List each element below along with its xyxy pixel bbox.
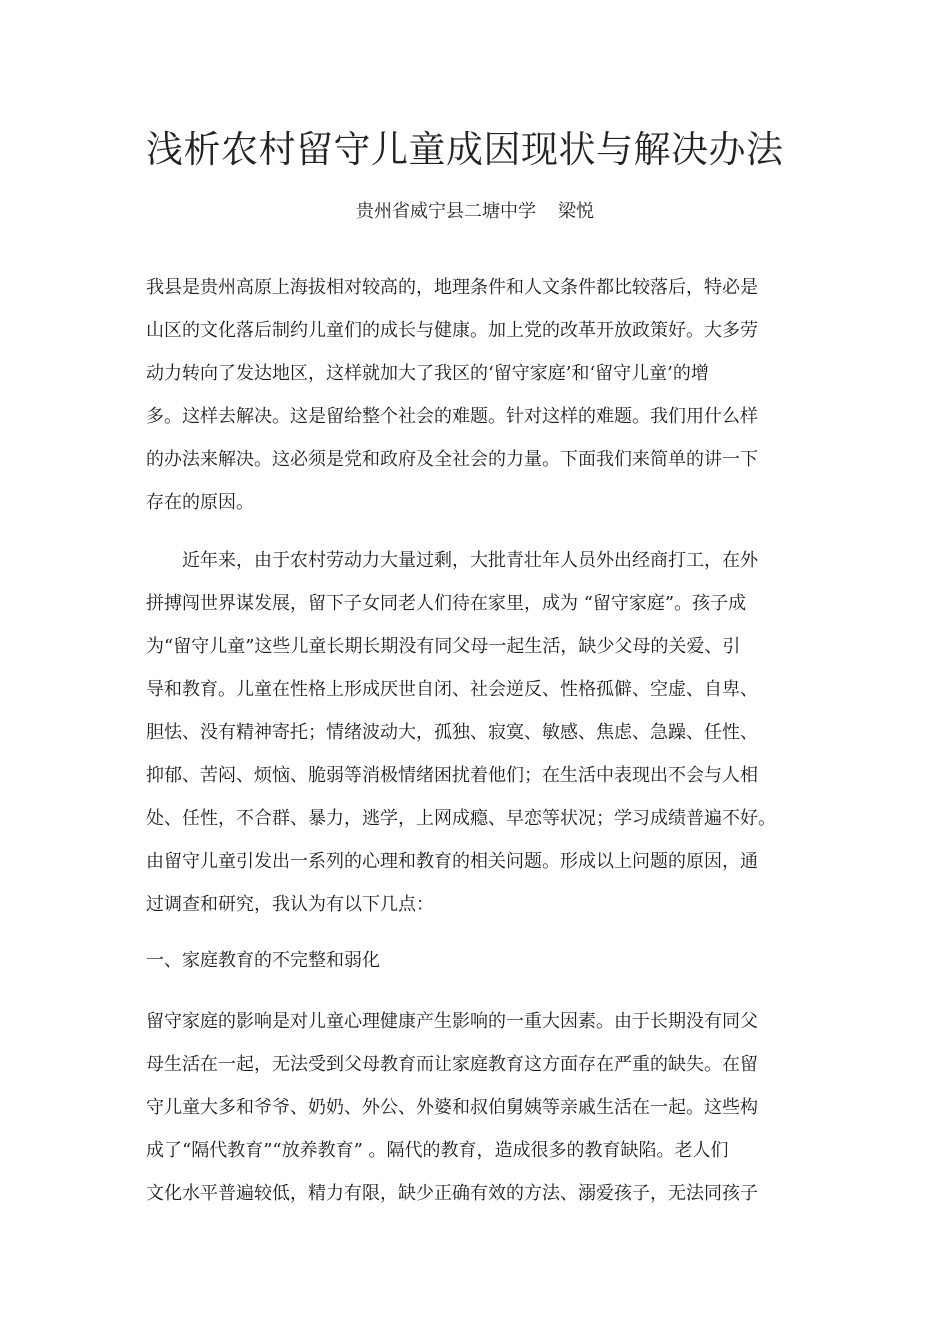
paragraph-line: 存在的原因。 (146, 492, 254, 513)
author-name: 梁悦 (558, 201, 594, 222)
paragraph-line: 动力转向了发达地区，这样就加大了我区的‘留守家庭’和‘留守儿童’的增 (146, 363, 709, 384)
paragraph-3 (146, 1000, 806, 1215)
paragraph-line: 文化水平普遍较低，精力有限，缺少正确有效的方法、溺爱孩子，无法同孩子 (146, 1183, 758, 1204)
paragraph-line: 导和教育。儿童在性格上形成厌世自闭、社会逆反、性格孤僻、空虚、自卑、 (146, 679, 758, 700)
paragraph-line: 成了“隔代教育”“放养教育” 。隔代的教育，造成很多的教育缺陷。老人们 (146, 1140, 729, 1161)
paragraph-line: 胆怯、没有精神寄托；情绪波动大，孤独、寂寞、敏感、焦虑、急躁、任性、 (146, 722, 758, 743)
paragraph-line: 山区的文化落后制约儿童们的成长与健康。加上党的改革开放政策好。大多劳 (146, 320, 758, 341)
paragraph-1 (146, 266, 806, 524)
paragraph-line: 由留守儿童引发出一系列的心理和教育的相关问题。形成以上问题的原因，通 (146, 851, 758, 872)
paragraph-line: 过调查和研究，我认为有以下几点： (146, 894, 434, 915)
paragraph-line: 我县是贵州高原上海拔相对较高的，地理条件和人文条件都比较落后，特必是 (146, 277, 758, 298)
author-line (0, 197, 950, 227)
author-school: 贵州省威宁县二塘中学 (356, 201, 536, 222)
paragraph-line: 为“留守儿童”这些儿童长期长期没有同父母一起生活，缺少父母的关爱、引 (146, 636, 741, 657)
document-title: 浅析农村留守儿童成因现状与解决办法 (146, 128, 784, 171)
paragraph-line: 近年来，由于农村劳动力大量过剩，大批青壮年人员外出经商打工，在外 (182, 550, 758, 571)
section-heading-1: 一、家庭教育的不完整和弱化 (146, 950, 380, 971)
paragraph-2 (146, 539, 806, 926)
paragraph-line: 处、任性，不合群、暴力，逃学，上网成瘾、早恋等状况；学习成绩普遍不好。 (146, 808, 776, 829)
paragraph-line: 母生活在一起，无法受到父母教育而让家庭教育这方面存在严重的缺失。在留 (146, 1054, 758, 1075)
paragraph-line: 留守家庭的影响是对儿童心理健康产生影响的一重大因素。由于长期没有同父 (146, 1011, 758, 1032)
paragraph-line: 多。这样去解决。这是留给整个社会的难题。针对这样的难题。我们用什么样 (146, 406, 758, 427)
paragraph-line: 的办法来解决。这必须是党和政府及全社会的力量。下面我们来简单的讲一下 (146, 449, 758, 470)
paragraph-line: 拼搏闯世界谋发展，留下子女同老人们待在家里，成为 “留守家庭”。孩子成 (146, 593, 747, 614)
paragraph-line: 守儿童大多和爷爷、奶奶、外公、外婆和叔伯舅姨等亲戚生活在一起。这些构 (146, 1097, 758, 1118)
paragraph-line: 抑郁、苦闷、烦恼、脆弱等消极情绪困扰着他们；在生活中表现出不会与人相 (146, 765, 758, 786)
